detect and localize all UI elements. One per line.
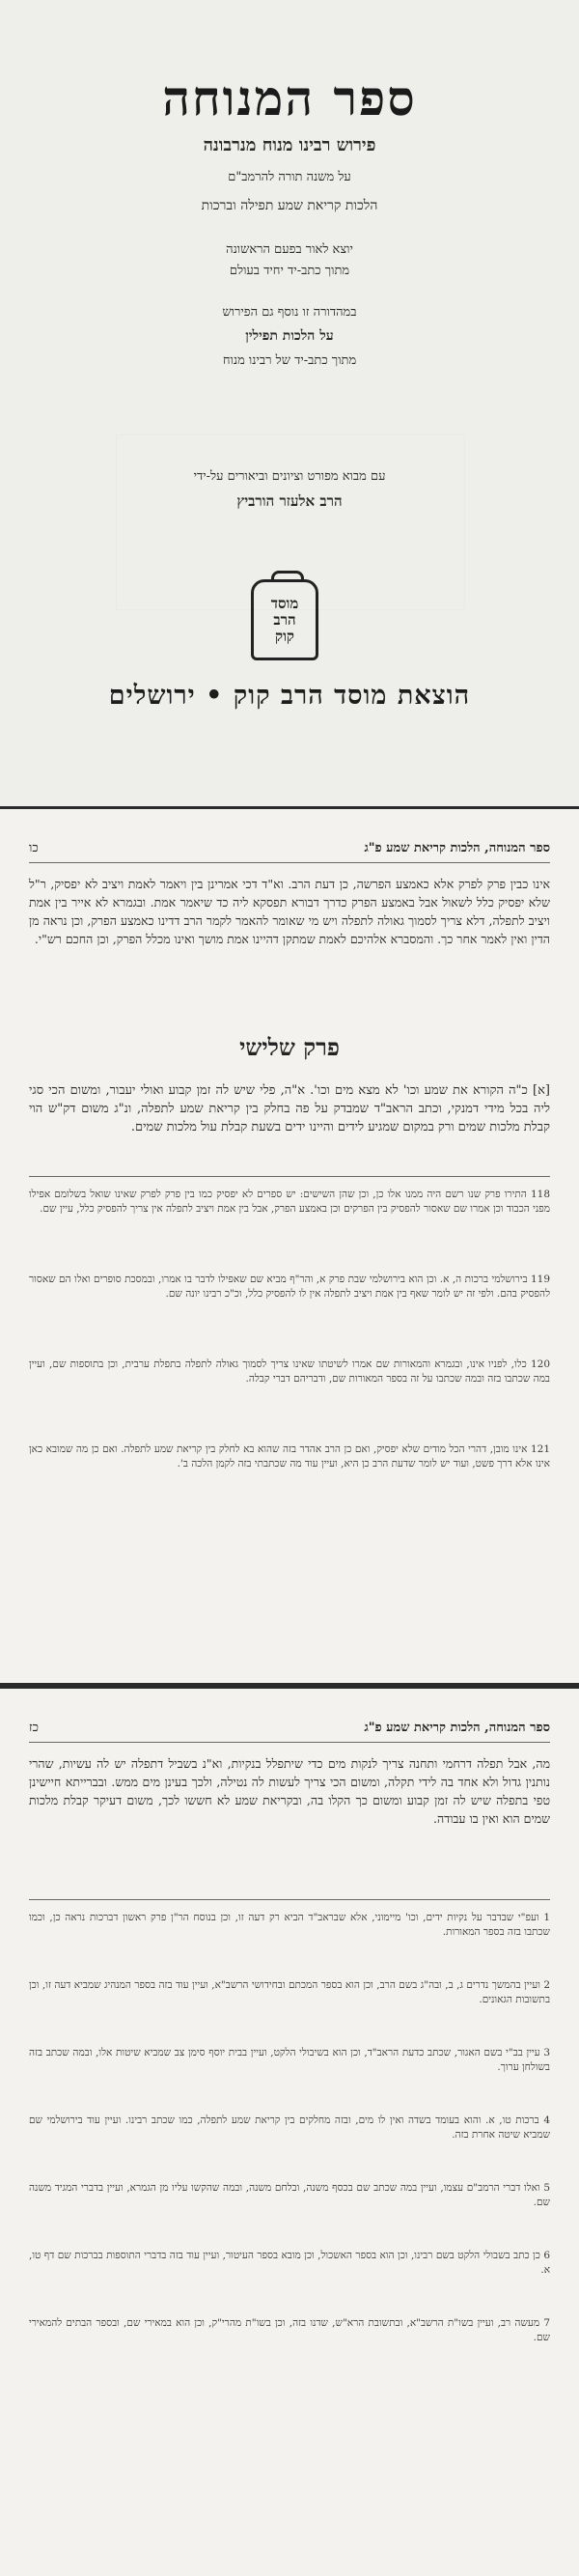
running-header: ספר המנוחה, הלכות קריאת שמע פ"ג (364, 1721, 550, 1735)
text-page-2 (0, 809, 579, 1683)
chapter-title: פרק שלישי (239, 1033, 340, 1061)
footnote: 6 כן כתב בשבולי הלקט בשם רבינו, וכן הוא בספר האשכול, וכן מובא בספר העיטור, ועיין עוד בזה בדברי התוספות בברכות שם דף טו, א. (29, 2250, 550, 2276)
page-number: כז (29, 1721, 39, 1735)
commentary-on: על משנה תורה להרמב"ם (228, 170, 351, 184)
text-page-3 (0, 1689, 579, 2576)
footnote: 120 כלו, לפניו אינו, ובגמרא והמאורות שם אמרו לשיטתו שאינו צריך לסמוך גאולה לתפלה בתפלת ערבית, וכן בתוספות שם, ועיין במה שכתבו בזה ובמה שכתבו על זה בספר המאורות שם, ודבריהם דברי קבלה. (29, 1358, 550, 1385)
intro-line: עם מבוא מפורט וציונים וביאורים על-ידי (193, 469, 386, 484)
tefillin-line: על הלכות תפילין (245, 328, 334, 344)
page-header (29, 840, 550, 855)
halachot-line: הלכות קריאת שמע תפילה וברכות (201, 198, 378, 213)
page-number: כו (29, 841, 39, 855)
footnote: 118 התירו פרק שנו רשם היה ממנו אלו כן, וכן שהן השישים: יש ספרים לא יפסיק כמו בין פרק לפרק שאינו שואל בשלומם אפילו מפני הכבוד וכן אמרו שם שאסור להפסיק בין הפרקים וכן באמצע הפרק, אבל בין אמת ויציב לתפלה אין צריך להפסיק כלל, עיין שם. (29, 1189, 550, 1215)
main-text-top: מה, אבל תפלה דרחמי ותחנה צריך לנקות מים כדי שיתפלל בנקיות, וא"נ בשביל דתפלה יש לה עשיות, שהרי נותנין גדול ולא אחד בה לידי תקלה, ומשום הכי צריך לעשות לה נטילה, ולכך בעינן מים ממש. ובברייתא חיישינן טפי בתפלה שיש לה זמן קבוע ומשום כך הקלו בה, ובקריאת שמע לא חששו לכך, משום דעיקר קבלת מלכות שמים הוא ואין בו עבודה. (29, 1756, 550, 1826)
first-time-line: יוצא לאור בפעם הראשונה (226, 242, 353, 257)
page-header (29, 1720, 550, 1735)
logo-top (271, 571, 304, 582)
logo-line-3: קוק (275, 627, 294, 645)
footnote: 3 עיין בב"י בשם האגור, שכתב כדעת הראב"ד, וכן הוא בשיבולי הלקט, ועיין בבית יוסף סימן צב שמביא שיטות אלו, ובמה שכתב בזה בשולחן ערוך. (29, 2047, 550, 2073)
edition-line: במהדורה זו נוסף גם הפירוש (222, 305, 357, 320)
mossad-harav-kook-logo (251, 579, 318, 660)
book-title: ספר המנוחה (162, 70, 417, 126)
footnote: 121 אינו מובן, דהרי הכל מודים שלא יפסיק, ואם כן הרב אהדר בזה שהוא בא לחלק בין קריאת שמע לתפלה. ואם כן מה שמובא כאן אינו אלא דרך פשט, ועוד יש לומר שדעת הרב כן היא, ועיין עוד מה שכתבתי בזה לקמן הלכה ב'. (29, 1443, 550, 1470)
footnote: 2 ועיין בהמשך נדרים ג, ב, ובה"ג בשם הרב, וכן הוא בספר המכתם ובחידושי הרשב"א, ועיין עוד בזה בספר המנהיג שמביא דעה זו, וכן בתשובות הגאונים. (29, 1979, 550, 2005)
header-rule (29, 1742, 550, 1743)
running-header: ספר המנוחה, הלכות קריאת שמע פ"ג (364, 841, 550, 855)
header-rule (29, 862, 550, 863)
from-manuscript-line: מתוך כתב-יד יחיד בעולם (229, 264, 350, 278)
footnote: 4 ברכות טו, א. והוא בעומד בשדה ואין לו מים, ובזה מחלקים בין קריאת שמע לתפלה, כמו שכתב רבינו. ועיין עוד בירושלמי שם שמביא שיטה אחרת בזה. (29, 2114, 550, 2141)
book-subtitle: פירוש רבינו מנוח מנרבונה (203, 135, 376, 155)
publisher-line: הוצאת מוסד הרב קוק • ירושלים (108, 681, 471, 711)
footnote-rule (29, 1899, 550, 1900)
footnote-rule (29, 1176, 550, 1177)
from-manuscript-2-line: מתוך כתב-יד של רבינו מנוח (222, 353, 357, 368)
main-text-top: אינו כבין פרק לפרק אלא כאמצע הפרשה, כן דעת הרב. וא"ד דכי אמרינן בין ויאמר לאמת ויציב לא יפסיק, ר"ל שלא יפסיק כלל לשאול אבל באמצע הפרק כדרך דבורא תפסקא ליה כד שיאמר אמת. ובגמרא לא אייר בין אמת ויציב לתפלה, דלא צריך לסמוך גאולה לתפלה ויש מי שאומר להאמר לקמר הרב דדינו כאמצע הפרק, וכן נראה מן הדין ואין לאמר אחר כך. והמסברא אלהיכם לאמת שמתקן דהיינו אמת מושך ואינו מכלל הפרק, וכן החכם רש"י. (29, 877, 550, 946)
title-page (0, 0, 579, 806)
halacha-text: [א] כ"ה הקורא את שמע וכו' לא מצא מים וכו'. א"ה, פלי שיש לה זמן קבוע ואולי יעבור, ומשום הכי סגי ליה בכל מידי דמנקי, וכתב הראב"ד שמבדק על פה בחלק בין קריאת שמע לתפלה, ונ"ג משום דק"ש הוי קבלת מלכות שמים ורק במקום שמגיע לידים והיינו ידים בשעת קבלת עול מלכות שמים. (29, 1083, 550, 1134)
footnote: 1 ועפ"י שבדבר על נקיות ידים, וכו' מיימוני, אלא שבראב"ד הביא רק דעה זו, וכן בנוסח הר"ן פרק ראשון דברכות נראה כן, וכמו שכתבו בזה בספר המאורות. (29, 1912, 550, 1938)
editor-name: הרב אלעזר הורביץ (236, 492, 343, 510)
footnote: 7 מעשה רב, ועיין בשו"ת הרשב"א, ובתשובת הרא"ש, שדנו בזה, וכן בשו"ת מהרי"ק, וכן הוא במאירי שם, ובספר הבתים להמאירי שם. (29, 2317, 550, 2343)
footnote: 5 ואלו דברי הרמב"ם עצמו, ועיין במה שכתב שם בכסף משנה, ובלחם משנה, ובמה שהקשו עליו מן הגמרא, ועיין בדברי המגיד משנה שם. (29, 2182, 550, 2208)
logo-line-2: הרב (273, 610, 296, 629)
footnote: 119 בירושלמי ברכות ה, א. וכן הוא בירושלמי שבת פרק א, והר"ף מביא שם שאפילו לדבר בו אמרו, ובמסכת סופרים ואלו הם שאסור להפסיק בהם. ולפי זה יש לומר שאף בין אמת ויציב לתפלה אין לו להפסיק כלל, וכ"כ רבינו יונה שם. (29, 1274, 550, 1300)
logo-line-1: מוסד (270, 594, 299, 612)
